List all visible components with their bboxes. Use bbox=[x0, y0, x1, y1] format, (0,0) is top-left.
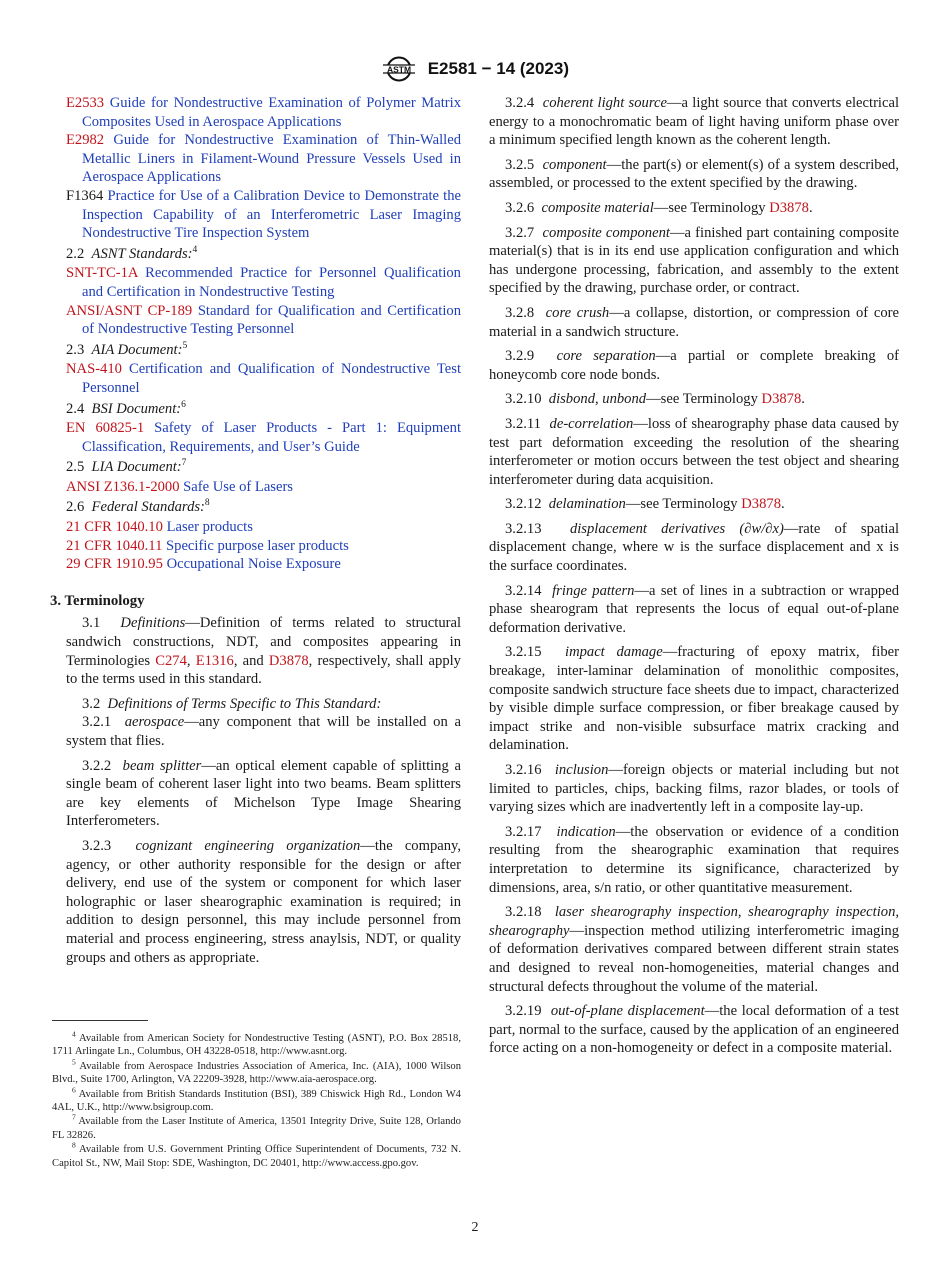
definition-term: inclusion bbox=[554, 762, 609, 778]
definition-term: composite component bbox=[542, 224, 670, 241]
definition-number: 3.2.4 bbox=[505, 95, 535, 111]
definition-text: —a collapse, distortion, or compression of core material in a sandwich structure. bbox=[489, 304, 899, 340]
reference-title-link[interactable]: Guide for Nondestructive Examination of Polymer Matrix Composites Used in Aerospace Applications bbox=[82, 95, 461, 130]
reference-code-link[interactable]: E2533 bbox=[66, 95, 105, 111]
definition-term: component bbox=[542, 156, 607, 173]
definition-number: 3.2.16 bbox=[505, 762, 542, 778]
link-e1316[interactable]: E1316 bbox=[195, 652, 234, 669]
definition-number: 3.2.18 bbox=[505, 904, 542, 921]
definition-number: 3.2.17 bbox=[505, 823, 542, 840]
definition-term: indication bbox=[556, 823, 616, 840]
definition-text: —a light source that converts electrical energy to a monochromatic beam of light having uniform phase over a minimum specified length known as the coherent length. bbox=[489, 95, 899, 149]
definition-paragraph bbox=[66, 713, 461, 750]
reference-title-link[interactable]: Safe Use of Lasers bbox=[183, 478, 293, 495]
page-header bbox=[0, 56, 950, 82]
definition-text: —an optical element capable of splitting a single beam of coherent laser light into two beams. Beam splitters are key elements of Michelson Type Image Shearing Interferometers. bbox=[66, 757, 461, 830]
right-column bbox=[489, 94, 899, 1064]
footnote-marker: 7 bbox=[72, 1112, 76, 1122]
section-2-5-heading: 2.5 LIA Document:$^7$ bbox=[66, 458, 187, 476]
footnote-item bbox=[52, 1112, 461, 1142]
definition-number: 3.2.1 bbox=[82, 714, 112, 731]
definition-text: —see Terminology bbox=[653, 199, 770, 216]
right-definition-list bbox=[489, 94, 899, 1058]
reference-title-link[interactable]: Guide for Nondestructive Examination of Thin-Walled Metallic Liners in Filament-Wound Pressure Vessels Used in Aerospace Applications bbox=[82, 132, 461, 186]
definition-text: —see Terminology bbox=[646, 391, 762, 408]
footnote-item bbox=[52, 1085, 461, 1115]
reference-item bbox=[66, 537, 461, 556]
reference-item bbox=[66, 419, 461, 456]
definition-term: displacement derivatives (∂w/∂x) bbox=[569, 520, 784, 537]
definition-paragraph bbox=[489, 1002, 899, 1058]
definition-number: 3.2.7 bbox=[505, 224, 535, 241]
definition-number: 3.2.12 bbox=[505, 496, 542, 513]
definition-number: 3.2.6 bbox=[505, 199, 535, 216]
reference-item bbox=[66, 302, 461, 339]
definition-paragraph bbox=[489, 761, 899, 817]
definition-paragraph bbox=[489, 347, 899, 384]
reference-item bbox=[66, 478, 461, 497]
definition-number: 3.2.2 bbox=[82, 757, 112, 774]
terminology-link[interactable]: D3878 bbox=[761, 391, 802, 408]
definition-text: —the company, agency, or other authority responsible for the design or after delivery, end use of the system or component for which laser holographic or laser shearographic examination is required; in addition to design personnel, this may include personnel from material and process engineering, stress anaylsis, NDT, or quality groups and others as appropriate. bbox=[66, 837, 462, 966]
reference-code-link[interactable]: 21 CFR 1040.10 bbox=[66, 519, 163, 536]
section-2-6-heading: 2.6 Federal Standards:$^8$ bbox=[66, 498, 210, 516]
link-c274[interactable]: C274 bbox=[155, 652, 187, 669]
definition-number: 3.2.3 bbox=[82, 837, 112, 854]
definition-text: —see Terminology bbox=[625, 496, 742, 513]
reference-title-link[interactable]: Safety of Laser Products - Part 1: Equipment Classification, Requirements, and User’s Guide bbox=[82, 420, 461, 455]
definition-text: —any component that will be installed on a system that flies. bbox=[66, 714, 462, 749]
definition-term: out-of-plane displacement bbox=[550, 1003, 705, 1020]
reference-code-link[interactable]: 29 CFR 1910.95 bbox=[66, 556, 163, 573]
document-designation: E2581 − 14 (2023) bbox=[427, 59, 570, 78]
lia-reference-list bbox=[66, 478, 461, 497]
astm-reference-list bbox=[66, 94, 461, 243]
definition-number: 3.2.10 bbox=[505, 391, 542, 408]
definition-term: beam splitter bbox=[122, 757, 202, 774]
footnote-text: Available from American Society for Nondestructive Testing (ASNT), P.O. Box 28518, 1711 Arlingate Ln., Columbus, OH 43228-0518, http://www.asnt.org. bbox=[52, 1033, 461, 1058]
reference-title-link[interactable]: Occupational Noise Exposure bbox=[166, 556, 341, 573]
definition-paragraph bbox=[489, 495, 899, 514]
aia-reference-list bbox=[66, 360, 461, 397]
left-column bbox=[50, 94, 462, 973]
reference-title-link[interactable]: Standard for Qualification and Certification of Nondestructive Testing Personnel bbox=[82, 302, 461, 338]
footnote-item bbox=[52, 1029, 461, 1059]
reference-title-link[interactable]: Recommended Practice for Personnel Qualification and Certification in Nondestructive Testing bbox=[82, 265, 461, 300]
footnote-marker: 8 bbox=[72, 1140, 76, 1150]
paragraph-3-2: 3.2 Definitions of Terms Specific to This Standard: bbox=[82, 695, 382, 712]
footnote-text: Available from Aerospace Industries Association of America, Inc. (AIA), 1000 Wilson Blvd., Suite 1700, Arlington, VA 22209-3928, http://www.aia-aerospace.org. bbox=[52, 1060, 461, 1086]
definition-text: —inspection method utilizing interferometric imaging of deformation derivatives compared between different strain states and designed to reveal non-homogeneities, material changes and structural defects throughout the volume of the material. bbox=[489, 922, 899, 995]
footnote-marker: 4 bbox=[72, 1029, 76, 1039]
reference-item bbox=[66, 555, 461, 574]
definition-text: —the local deformation of a test part, normal to the surface, caused by the application of an engineered force acting on a non-homogeneity or defect in a composite material. bbox=[489, 1003, 900, 1057]
footnote-text: Available from British Standards Institution (BSI), 389 Chiswick High Rd., London W4 4AL, U.K., http://www.bsigroup.com. bbox=[52, 1088, 461, 1114]
reference-code-link[interactable]: EN 60825-1 bbox=[66, 420, 145, 437]
definition-text: —rate of spatial displacement change, where w is the surface displacement and x is the surface coordinates. bbox=[489, 520, 899, 575]
svg-text:ASTM: ASTM bbox=[386, 64, 412, 75]
reference-code-link[interactable]: NAS-410 bbox=[66, 361, 122, 378]
astm-logo-icon bbox=[381, 56, 417, 82]
definition-term: delamination bbox=[548, 496, 626, 513]
reference-item bbox=[66, 264, 461, 301]
reference-code-link[interactable]: 21 CFR 1040.11 bbox=[66, 537, 163, 554]
terminology-link[interactable]: D3878 bbox=[741, 496, 781, 513]
reference-item bbox=[66, 187, 461, 243]
footnote-item bbox=[52, 1057, 461, 1087]
reference-code-link[interactable]: E2982 bbox=[66, 132, 105, 149]
paragraph-3-1: 3.1 Definitions—Definition of terms related to structural sandwich constructions, NDT, and composites appearing in Terminologies C274, E1316, and D3878, respectively, shall apply to the terms used in this standard. bbox=[66, 615, 462, 688]
definition-term: disbond, unbond bbox=[548, 391, 647, 408]
definition-term: laser shearography inspection, shearography inspection, shearography bbox=[489, 904, 900, 939]
section-2-3-heading: 2.3 AIA Document:$^5$ bbox=[66, 340, 188, 358]
definition-paragraph bbox=[489, 156, 899, 193]
definition-number: 3.2.19 bbox=[505, 1003, 542, 1020]
definition-end: . bbox=[781, 496, 785, 513]
definition-text: —the observation or evidence of a condition resulting from the shearographic examination that requires interpretation to determine its significance, characterized by dimensions, area, s/n ratio, or other quantitative measurement. bbox=[489, 823, 899, 896]
reference-title-link[interactable]: Certification and Qualification of Nondestructive Test Personnel bbox=[82, 361, 461, 396]
asnt-reference-list bbox=[66, 264, 461, 338]
reference-item bbox=[66, 94, 461, 131]
section-2-2-heading: 2.2 ASNT Standards:$^4$ bbox=[66, 244, 198, 262]
left-definition-list bbox=[66, 713, 461, 967]
reference-item bbox=[66, 518, 461, 537]
footnote-marker: 6 bbox=[72, 1085, 76, 1095]
definition-paragraph bbox=[489, 390, 899, 409]
definition-paragraph bbox=[489, 415, 899, 489]
definition-paragraph bbox=[489, 643, 899, 755]
definition-paragraph bbox=[489, 304, 899, 341]
bsi-reference-list bbox=[66, 419, 461, 456]
footnotes bbox=[52, 1029, 461, 1171]
definition-number: 3.2.8 bbox=[505, 304, 535, 321]
definition-term: composite material bbox=[541, 199, 654, 216]
definition-paragraph bbox=[489, 224, 899, 298]
definition-term: impact damage bbox=[565, 644, 663, 661]
reference-item bbox=[66, 131, 461, 187]
terminology-link[interactable]: D3878 bbox=[769, 199, 809, 216]
footnote-marker: 5 bbox=[72, 1057, 76, 1067]
definition-paragraph bbox=[489, 823, 899, 897]
definition-number: 3.2.15 bbox=[505, 644, 542, 661]
federal-reference-list bbox=[66, 518, 461, 574]
reference-title-link[interactable]: Practice for Use of a Calibration Device to Demonstrate the Inspection Capability of an Interferometric Laser Imaging Nondestructive Tire Inspection System bbox=[82, 187, 462, 242]
reference-title-link[interactable]: Laser products bbox=[166, 519, 253, 536]
definition-text: —loss of shearography phase data caused by test part deformation exceeding the resolution of the shearing interferometer or motion occurs between the test object and shearing interferometer during data acquisition. bbox=[489, 415, 899, 488]
definition-term: core separation bbox=[556, 348, 656, 365]
definition-paragraph bbox=[66, 757, 461, 831]
page-number: 2 bbox=[471, 1220, 479, 1235]
definition-text: —foreign objects or material including but not limited to particles, chips, backing films, razor blades, or tools of varying sizes which are inadvertently left in a composite lay-up. bbox=[489, 762, 899, 816]
section-3-title: 3. Terminology bbox=[50, 592, 145, 609]
definition-paragraph bbox=[489, 903, 899, 996]
definition-term: de-correlation bbox=[549, 415, 634, 432]
definition-text: —the part(s) or element(s) of a system described, assembled, or processed to the extent specified by the drawing. bbox=[489, 156, 899, 192]
definition-term: aerospace bbox=[124, 714, 185, 731]
reference-code-link[interactable]: SNT-TC-1A bbox=[66, 265, 138, 282]
reference-code-link[interactable]: F1364 bbox=[66, 187, 104, 204]
definition-paragraph bbox=[489, 94, 899, 150]
definition-paragraph bbox=[489, 520, 899, 576]
definition-text: —a finished part containing composite material(s) that is in its end use application configuration and which has undergone processing, fabrication, and assembly to the extent specified by the drawing, purchase order, or contract. bbox=[489, 224, 900, 297]
definition-number: 3.2.5 bbox=[505, 156, 535, 173]
definition-term: fringe pattern bbox=[552, 582, 635, 599]
footnote-text: Available from U.S. Government Printing Office Superintendent of Documents, 732 N. Capitol St., NW, Mail Stop: SDE, Washington, DC 20401, http://www.access.gpo.gov. bbox=[52, 1144, 461, 1169]
definition-paragraph bbox=[489, 582, 899, 638]
section-2-4-heading: 2.4 BSI Document:$^6$ bbox=[66, 399, 186, 417]
definition-number: 3.2.9 bbox=[505, 348, 535, 365]
definition-text: —fracturing of epoxy matrix, fiber breakage, inter-laminar delamination of monolithic composites, composite sandwich structure face sheets due to impact, characterized by visible dimple surface compression, or fiber breakage caused by impact strike and non-visible subsurface matrix cracking and delamination. bbox=[489, 644, 899, 754]
definition-end: . bbox=[808, 199, 813, 216]
definition-number: 3.2.14 bbox=[505, 582, 542, 599]
definition-term: coherent light source bbox=[542, 95, 667, 111]
reference-code-link[interactable]: ANSI Z136.1-2000 bbox=[66, 478, 180, 495]
footnote-item bbox=[52, 1140, 461, 1170]
definition-text: —a partial or complete breaking of honeycomb core node bonds. bbox=[489, 348, 900, 383]
definition-term: core crush bbox=[545, 304, 610, 321]
definition-text: —a set of lines in a subtraction or wrapped phase shearogram that represents the locus of equal out-of-plane deformation derivative. bbox=[489, 582, 899, 636]
footnote-divider bbox=[52, 1020, 148, 1021]
definition-paragraph bbox=[489, 199, 899, 218]
definition-paragraph bbox=[66, 837, 461, 967]
reference-code-link[interactable]: ANSI/ASNT CP-189 bbox=[66, 302, 193, 319]
reference-title-link[interactable]: Specific purpose laser products bbox=[166, 537, 349, 554]
definition-term: cognizant engineering organization bbox=[135, 837, 361, 854]
reference-item bbox=[66, 360, 461, 397]
definition-number: 3.2.11 bbox=[505, 415, 541, 432]
link-d3878[interactable]: D3878 bbox=[268, 652, 309, 669]
definition-number: 3.2.13 bbox=[505, 520, 542, 537]
definition-end: . bbox=[801, 391, 805, 408]
footnote-text: Available from the Laser Institute of America, 13501 Integrity Drive, Suite 128, Orlando FL 32826. bbox=[52, 1116, 461, 1141]
